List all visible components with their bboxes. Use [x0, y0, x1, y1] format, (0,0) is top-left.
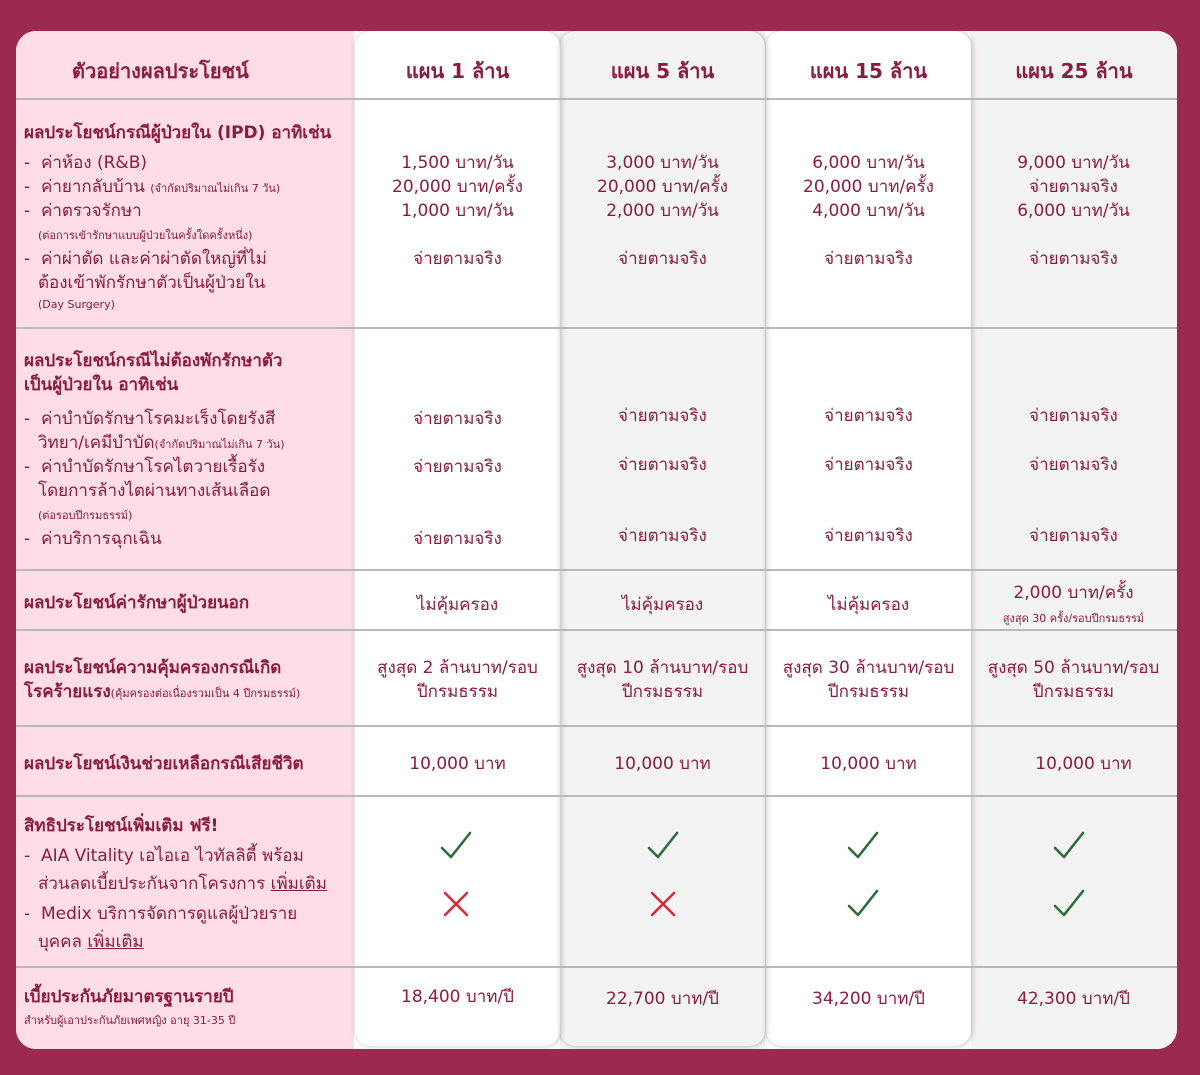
- row-divider: [16, 966, 1177, 968]
- extra-vitality-label-2: ส่วนลดเบี้ยประกันจากโครงการ เพิ่มเติม: [38, 874, 327, 894]
- ipd-surgery-value: จ่ายตามจริง: [413, 249, 502, 269]
- nonipd-emergency-value: จ่ายตามจริง: [1029, 526, 1118, 546]
- table-title: ตัวอย่างผลประโยชน์: [72, 59, 249, 83]
- ipd-doctor-value: 1,000 บาท/วัน: [401, 201, 514, 221]
- nonipd-cancer-label: - ค่าบำบัดรักษาโรคมะเร็งโดยรังสี: [24, 409, 276, 429]
- critical-value-2: ปีกรมธรรม: [621, 682, 704, 702]
- benefits-table: [16, 31, 1177, 1049]
- ipd-surgery-label: - ค่าผ่าตัด และค่าผ่าตัดใหญ่ที่ไม่: [24, 249, 267, 269]
- vitality-more-link[interactable]: เพิ่มเติม: [270, 874, 327, 894]
- nonipd-cancer-label-2: วิทยา/เคมีบำบัด(จำกัดปริมาณไม่เกิน 7 วัน): [38, 433, 285, 453]
- nonipd-kidney-value: จ่ายตามจริง: [824, 455, 913, 475]
- critical-value-2: ปีกรมธรรม: [1032, 682, 1115, 702]
- ipd-doctor-note: (ต่อการเข้ารักษาแบบผู้ป่วยในครั้งใดครั้งหนึ่ง): [38, 229, 253, 242]
- nonipd-title-2: เป็นผู้ป่วยใน อาทิเช่น: [24, 375, 179, 395]
- critical-title: ผลประโยชน์ความคุ้มครองกรณีเกิด: [24, 658, 282, 678]
- ipd-surgery-value: จ่ายตามจริง: [618, 249, 707, 269]
- critical-title-2: โรคร้ายแรง(คุ้มครองต่อเนื่องรวมเป็น 4 ปีกรมธรรม์): [24, 682, 301, 702]
- ipd-room-value: 6,000 บาท/วัน: [812, 153, 925, 173]
- extra-vitality-label: - AIA Vitality เอไอเอ ไวทัลลิตี้ พร้อม: [24, 846, 304, 866]
- extra-medix-label: - Medix บริการจัดการดูแลผู้ป่วยราย: [24, 904, 298, 924]
- death-value: 10,000 บาท: [614, 754, 711, 774]
- opd-title: ผลประโยชน์ค่ารักษาผู้ป่วยนอก: [24, 593, 250, 613]
- nonipd-title: ผลประโยชน์กรณีไม่ต้องพักรักษาตัว: [24, 351, 283, 371]
- row-divider: [16, 569, 1177, 571]
- row-divider: [16, 795, 1177, 797]
- ipd-surgery-note: (Day Surgery): [38, 298, 115, 311]
- death-value: 10,000 บาท: [1035, 754, 1132, 774]
- ipd-takehome-value: จ่ายตามจริง: [1029, 177, 1118, 197]
- row-divider: [16, 725, 1177, 727]
- nonipd-kidney-value: จ่ายตามจริง: [618, 455, 707, 475]
- nonipd-kidney-value: จ่ายตามจริง: [413, 457, 502, 477]
- premium-value: 18,400 บาท/ปี: [401, 987, 514, 1007]
- vitality-check-icon: [845, 828, 881, 864]
- ipd-doctor-label: - ค่าตรวจรักษา: [24, 201, 142, 221]
- death-value: 10,000 บาท: [820, 754, 917, 774]
- plan-3-header: แผน 15 ล้าน: [809, 59, 928, 83]
- critical-value: สูงสุด 10 ล้านบาท/รอบ: [576, 658, 749, 678]
- nonipd-emergency-value: จ่ายตามจริง: [824, 526, 913, 546]
- nonipd-kidney-note: (ต่อรอบปีกรมธรรม์): [38, 509, 133, 522]
- ipd-surgery-value: จ่ายตามจริง: [824, 249, 913, 269]
- critical-value: สูงสุด 30 ล้านบาท/รอบ: [782, 658, 955, 678]
- row-divider: [16, 98, 1177, 100]
- extra-title: สิทธิประโยชน์เพิ่มเติม ฟรี!: [24, 816, 219, 836]
- plan-4-header: แผน 25 ล้าน: [1015, 59, 1133, 83]
- nonipd-kidney-label-2: โดยการล้างไตผ่านทางเส้นเลือด: [38, 481, 271, 501]
- nonipd-emergency-value: จ่ายตามจริง: [413, 529, 502, 549]
- premium-value: 22,700 บาท/ปี: [606, 989, 719, 1009]
- death-value: 10,000 บาท: [409, 754, 506, 774]
- opd-value: 2,000 บาท/ครั้ง: [1013, 583, 1134, 603]
- plan-2-header: แผน 5 ล้าน: [610, 59, 715, 83]
- opd-value: ไม่คุ้มครอง: [621, 595, 704, 615]
- premium-value: 34,200 บาท/ปี: [812, 989, 925, 1009]
- vitality-check-icon: [1051, 828, 1087, 864]
- vitality-check-icon: [438, 828, 474, 864]
- nonipd-emergency-value: จ่ายตามจริง: [618, 526, 707, 546]
- row-divider: [16, 327, 1177, 329]
- critical-value-2: ปีกรมธรรม: [827, 682, 910, 702]
- row-divider: [16, 629, 1177, 631]
- ipd-room-value: 3,000 บาท/วัน: [606, 153, 719, 173]
- opd-note: สูงสุด 30 ครั้ง/รอบปีกรมธรรม์: [1002, 612, 1145, 625]
- nonipd-cancer-value: จ่ายตามจริง: [1029, 406, 1118, 426]
- opd-value: ไม่คุ้มครอง: [416, 595, 499, 615]
- nonipd-kidney-value: จ่ายตามจริง: [1029, 455, 1118, 475]
- ipd-room-label: - ค่าห้อง (R&B): [24, 153, 147, 173]
- nonipd-cancer-value: จ่ายตามจริง: [824, 406, 913, 426]
- ipd-doctor-value: 6,000 บาท/วัน: [1017, 201, 1130, 221]
- premium-value: 42,300 บาท/ปี: [1017, 989, 1130, 1009]
- ipd-takehome-value: 20,000 บาท/ครั้ง: [392, 177, 523, 197]
- ipd-takehome-label: - ค่ายากลับบ้าน (จำกัดปริมาณไม่เกิน 7 วัน): [24, 177, 281, 197]
- ipd-title: ผลประโยชน์กรณีผู้ป่วยใน (IPD) อาทิเช่น: [24, 123, 332, 143]
- extra-medix-label-2: บุคคล เพิ่มเติม: [38, 932, 144, 952]
- ipd-takehome-value: 20,000 บาท/ครั้ง: [803, 177, 934, 197]
- nonipd-cancer-value: จ่ายตามจริง: [618, 406, 707, 426]
- ipd-takehome-value: 20,000 บาท/ครั้ง: [597, 177, 728, 197]
- critical-value: สูงสุด 2 ล้านบาท/รอบ: [377, 658, 538, 678]
- plan-1-header: แผน 1 ล้าน: [405, 59, 510, 83]
- medix-cross-icon: [645, 886, 681, 922]
- nonipd-kidney-label: - ค่าบำบัดรักษาโรคไตวายเรื้อรัง: [24, 457, 266, 477]
- medix-cross-icon: [438, 886, 474, 922]
- ipd-doctor-value: 2,000 บาท/วัน: [606, 201, 719, 221]
- ipd-surgery-label-2: ต้องเข้าพักรักษาตัวเป็นผู้ป่วยใน: [38, 273, 266, 293]
- medix-check-icon: [1051, 886, 1087, 922]
- ipd-room-value: 1,500 บาท/วัน: [401, 153, 514, 173]
- ipd-doctor-value: 4,000 บาท/วัน: [812, 201, 925, 221]
- medix-more-link[interactable]: เพิ่มเติม: [87, 932, 144, 952]
- ipd-surgery-value: จ่ายตามจริง: [1029, 249, 1118, 269]
- premium-title: เบี้ยประกันภัยมาตรฐานรายปี: [24, 987, 234, 1007]
- death-title: ผลประโยชน์เงินช่วยเหลือกรณีเสียชีวิต: [24, 754, 304, 774]
- nonipd-emergency-label: - ค่าบริการฉุกเฉิน: [24, 529, 162, 549]
- vitality-check-icon: [645, 828, 681, 864]
- critical-value-2: ปีกรมธรรม: [416, 682, 499, 702]
- premium-note: สำหรับผู้เอาประกันภัยเพศหญิง อายุ 31-35 ปี: [24, 1014, 236, 1027]
- ipd-room-value: 9,000 บาท/วัน: [1017, 153, 1130, 173]
- opd-value: ไม่คุ้มครอง: [827, 595, 910, 615]
- nonipd-cancer-value: จ่ายตามจริง: [413, 409, 502, 429]
- medix-check-icon: [845, 886, 881, 922]
- critical-value: สูงสุด 50 ล้านบาท/รอบ: [987, 658, 1160, 678]
